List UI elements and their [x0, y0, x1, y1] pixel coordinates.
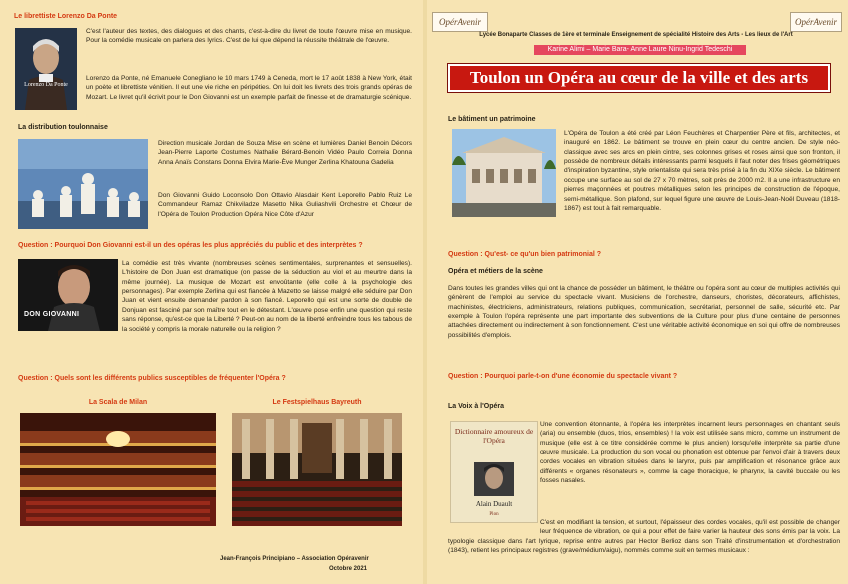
voice-text-2 [448, 518, 840, 555]
book-cover-title: Lorenzo Da Ponte [24, 82, 68, 88]
question-publics: Question : Quels sont les différents publics susceptibles de fréquenter l'Opéra ? [18, 375, 286, 382]
page-gutter [423, 0, 427, 584]
dictionary-publisher: Plon [489, 512, 499, 517]
footer-credit: Jean-François Principiano – Association Opéravenir [220, 556, 369, 562]
question-don-giovanni: Question : Pourquoi Don Giovanni est-il un des opéras les plus appréciés du public et des interprètes ? [18, 242, 363, 249]
toulon-opera-photo [452, 129, 556, 217]
heritage-heading: Le bâtiment un patrimoine [448, 116, 536, 123]
librettist-bio: Lorenzo da Ponte, né Emanuele Conegliano le 10 mars 1749 à Ceneda, mort le 17 août 1838 à New York, était un poète et librettiste vénitien. Il eut une vie riche en péripéties. On lui doit les livrets des trois grands opéras de Mozart. Le livret qu'il écrivit pour le Don Giovanni est un exemple parfait de finesse et de dramaturgie scénique. [86, 75, 412, 101]
dictionary-book-cover [450, 421, 538, 523]
school-line: Lycée Bonaparte Classes de 1ère et terminale Enseignement de spécialité Histoire des Arts - Les lieux de l'Art [479, 32, 793, 38]
da-ponte-book-cover [15, 28, 77, 110]
answer-text [18, 259, 412, 334]
voice-paragraph-2: C'est en modifiant la tension, et surtout, l'épaisseur des cordes vocales, qu'il est possible de changer leur fréquence de vibration, ce qui a pour effet de faire varier la hauteur des sons émis par la voix. La typologie classique dans l'art lyrique, reprise entre autres par Hector Berlioz dans son Traité d'instrumentation et d'orchestration (1843), retient les principaux registres (grave/médium/aigu), nommés comme suit en termes musicaux : [448, 519, 840, 555]
bayreuth-photo [232, 413, 402, 526]
question-economy: Question : Pourquoi parle-t-on d'une économie du spectacle vivant ? [448, 373, 678, 380]
librettist-intro: C'est l'auteur des textes, des dialogues et des chants, c'est-à-dire du livret de toute l'œuvre mise en musique. Pour la comédie musicale on parlera des lyrics. C'est de lui que dépend la réussite théâtrale de l'œuvre. [86, 28, 412, 45]
caption-scala: La Scala de Milan [88, 399, 148, 406]
footer-date: Octobre 2021 [329, 566, 368, 572]
distribution-crew: Direction musicale Jordan de Souza Mise en scène et lumières Daniel Benoin Décors Jean-Pierre Laporte Costumes Nathalie Bérard-Benoin Vidéo Paulo Correia Donna Anna Anaïs Constans Donna Elvira Marie-Ève Munger Zerlina Khatouna Gadelia [158, 140, 412, 166]
distribution-cast: Don Giovanni Guido Loconsolo Don Ottavio Alasdair Kent Leporello Pablo Ruiz Le Commandeur Ramaz Chikviladze Masetto Nika Guliashvili Orchestre et Chœur de l'Opéra de Toulon Production Opéra Nice Côte d'Azur [158, 192, 412, 218]
main-title: Toulon un Opéra au cœur de la ville et des arts [448, 64, 830, 92]
poster-title: DON GIOVANNI [24, 311, 80, 318]
poster-float-spacer [18, 259, 122, 333]
distribution-heading: La distribution toulonnaise [18, 124, 108, 131]
operavenir-logo-right: OpérAvenir [790, 12, 842, 32]
operavenir-logo-left: OpérAvenir [432, 12, 488, 32]
dictionary-author: Alain Duault [475, 500, 513, 508]
answer-paragraph: La comédie est très vivante (nombreuses scènes sentimentales, surprenantes et sensuelles). L'histoire de Don Juan est dramatique (on passe de la séduction au viol et au meurtre dans la même journée). La musique de Mozart est envoûtante (elle colle à la psychologie des personnages). Par exemple Zerlina qui est fiancée à Mazetto se laisse malgré elle séduire par Don Juan et vient ensuite demander pardon à son fiancé. Leporello qui est une sorte de double de Donjuan est fasciné par son maître tout en le détestant. L'œuvre pose enfin une question qui reste sans réponse, qu'est-ce que la Liberté ? Peut-on au nom de la liberté enfreindre tous les tabous de la société y compris la morale naturelle ou la religion ? [122, 260, 412, 333]
voice-heading: La Voix à l'Opéra [448, 403, 504, 410]
jobs-heading: Opéra et métiers de la scène [448, 268, 543, 275]
scala-photo [20, 413, 216, 526]
right-page [428, 0, 848, 584]
stage-photo [18, 139, 148, 229]
heritage-text-top [564, 129, 840, 213]
jobs-text: Dans toutes les grandes villes qui ont la chance de posséder un bâtiment, le théâtre ou l'opéra sont au cœur de multiples activités qui génèrent de l'emploi au service du spectacle vivant. Musiciens de l'orchestre, danseurs, choristes, décorateurs, affichistes, machinistes, électriciens, administrateurs, relations publiques, communication, secrétariat, personnel de salle, sécurité etc. Par exemple à Toulon l'opéra représente une part importante des subventions de la Culture pour plus d'une centaine de personnes attachées directement ou indirectement à son fonctionnement. C'est une véritable activité économique en soi qui offre de nombreuses possibilités d'emplois. [448, 285, 840, 339]
question-heritage: Question : Qu'est- ce qu'un bien patrimonial ? [448, 251, 602, 258]
caption-bayreuth: Le Festspielhaus Bayreuth [272, 399, 362, 406]
heritage-paragraph: L'Opéra de Toulon a été créé par Léon Feuchères et Charpentier Père et fils, architectes, et inauguré en 1862. Le bâtiment se trouve en plein cœur du centre ancien. De style néo-classique avec ses arcs en plein cintre, ses colonnes grises et roses ainsi que son fronton, il possède de nombreux détails intéressants parmi lesquels il faut noter des frises géométriques d'inspiration byzantine, style orientaliste qui sera très prisé à la fin du XIXe siècle. Le bâtiment occupe une surface au sol de 27 x 70 mètres, soit près de 2000 m2. Il a une infrastructure en pierres maçonnées et poutres métalliques selon les principes de construction de l'époque, semi-métallique. Son plafond, sur lequel figure une œuvre de Louis-Jean-Noël Duveau (1818-1867) est tout à fait remarquable. [564, 130, 840, 212]
voice-text-1: Une convention étonnante, à l'opéra les interprètes incarnent leurs personnages en chantant seuls (aria) ou ensemble (duos, trios, ensembles) ! la voix est utilisée sans micro, comme un instrument de musique (elle est à ce titre considérée comme le plus ancien) lorsqu'elle interprète sa partie d'une œuvre musicale. La production du son vocal ou phonation est obtenue par l'envoi d'air à travers deux cordes vocales en vibration situées dans le larynx, puis par amplification et résonance grâce aux différents « organes résonateurs », comme la cage thoracique, le pharynx, la cavité buccale ou les fosses nasales. [540, 421, 840, 485]
authors-bar: Karine Alimi – Marie Bara- Anne Laure Ninu-Ingrid Tedeschi [534, 45, 746, 55]
voice-float-spacer [448, 518, 540, 536]
librettist-heading: Le librettiste Lorenzo Da Ponte [14, 13, 118, 20]
dictionary-title: Dictionnaire amoureux de l'Opéra [454, 427, 534, 445]
